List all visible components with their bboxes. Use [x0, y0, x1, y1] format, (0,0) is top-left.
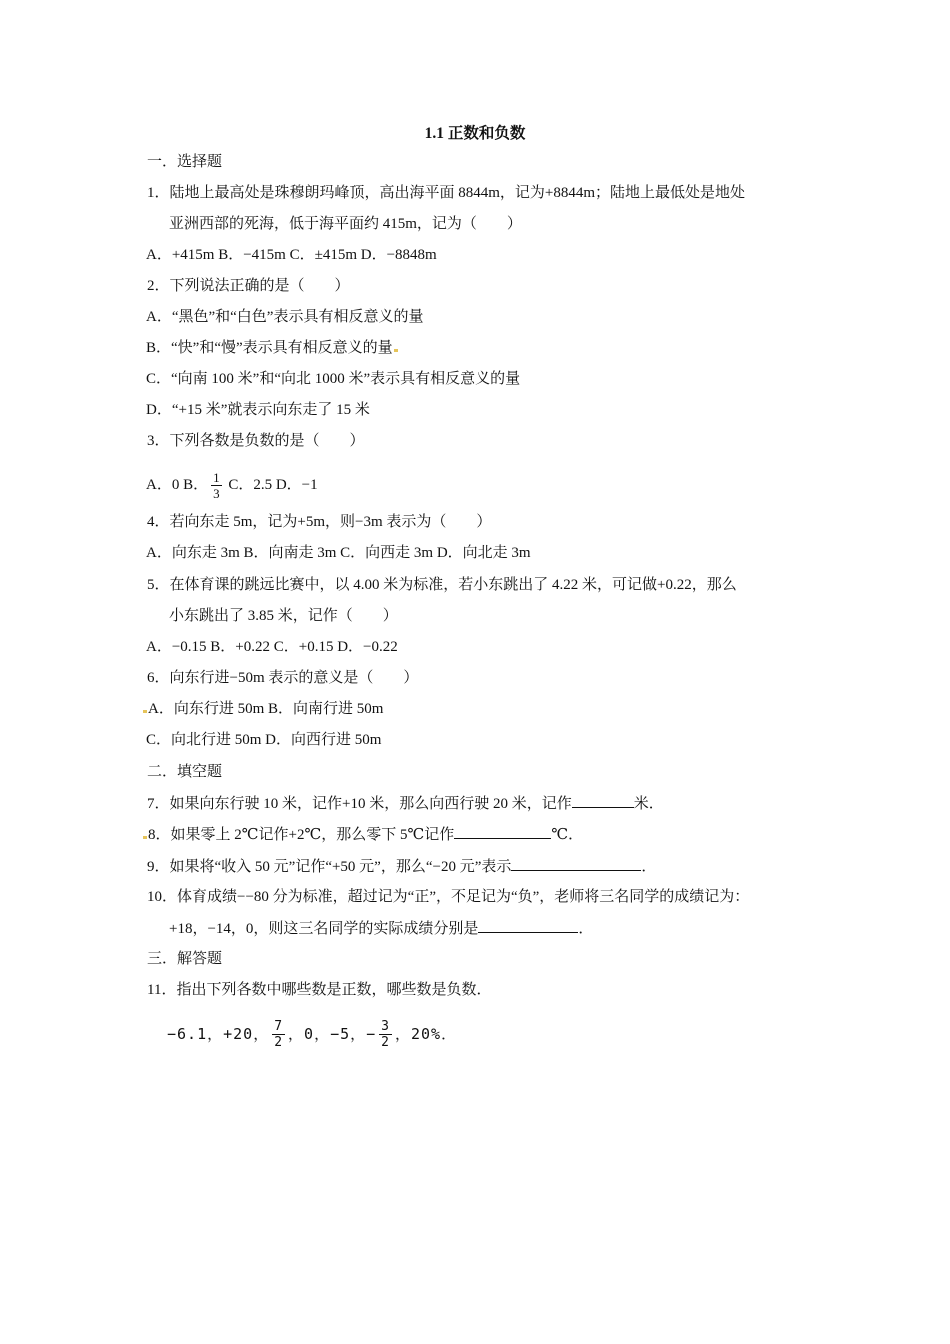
question-10-text: +18，−14，0，则这三名同学的实际成绩分别是 [169, 921, 479, 937]
question-9-text: 9．如果将“收入 50 元”记作“+50 元”，那么“−20 元”表示 [147, 859, 512, 875]
question-4-stem: 4．若向东走 5m，记为+5m，则−3m 表示为（ ） [147, 514, 492, 530]
section-heading-choice: 一．选择题 [147, 154, 223, 170]
fraction-denominator: 3 [213, 486, 220, 502]
question-8-text: 8．如果零上 2℃记作+2℃，那么零下 5℃记作 [148, 827, 455, 843]
question-9-suffix: ． [641, 859, 657, 875]
question-11-numbers [167, 1012, 457, 1056]
question-4-options: A．向东走 3m B．向南走 3m C．向西走 3m D．向北走 3m [146, 545, 531, 561]
question-10-line-1: 10．体育成绩−−80 分为标准，超过记为“正”，不足记为“负”，老师将三名同学的成绩记为： [147, 889, 750, 905]
question-3-stem: 3．下列各数是负数的是（ ） [147, 433, 365, 449]
answer-blank[interactable] [572, 793, 634, 808]
number-list-part-2: ，0，−5，− [288, 1025, 377, 1043]
question-6-stem: 6．向东行进−50m 表示的意义是（ ） [147, 670, 419, 686]
question-2-option-a: A．“黑色”和“白色”表示具有相反意义的量 [146, 309, 424, 325]
fraction-three-halves [379, 1019, 392, 1050]
question-5-line-2: 小东跳出了 3.85 米，记作（ ） [169, 608, 398, 624]
question-2-option-c: C．“向南 100 米”和“向北 1000 米”表示具有相反意义的量 [146, 371, 521, 387]
edit-mark [143, 710, 147, 713]
question-3-option-a: A．0 B． [146, 477, 209, 493]
question-2-option-b-text: B．“快”和“慢”表示具有相反意义的量 [146, 340, 393, 356]
question-9 [147, 856, 656, 877]
question-8-suffix: ℃． [551, 827, 584, 843]
question-2-option-b [146, 338, 399, 358]
fraction-one-third [211, 470, 222, 501]
question-7-suffix: 米． [633, 796, 664, 812]
question-6-options-row-1-text: A．向东行进 50m B．向南行进 50m [148, 701, 384, 717]
fraction-numerator: 7 [274, 1019, 284, 1034]
question-6-options-row-2: C．向北行进 50m D．向西行进 50m [146, 732, 382, 748]
answer-blank[interactable] [511, 856, 641, 871]
page-title: 1.1 正数和负数 [424, 125, 526, 142]
fraction-denominator: 2 [381, 1035, 390, 1050]
question-1-options: A．+415m B．−415m C．±415m D．−8848m [146, 247, 437, 263]
fraction-numerator: 3 [381, 1019, 390, 1034]
question-7-text: 7．如果向东行驶 10 米，记作+10 米，那么向西行驶 20 米，记作 [147, 796, 572, 812]
question-5-line-1: 5．在体育课的跳远比赛中，以 4.00 米为标准，若小东跳出了 4.22 米，可记做+0.22，那么 [147, 577, 737, 593]
fraction-seven-halves [272, 1019, 285, 1050]
question-3-option-rest: C．2.5 D．−1 [224, 477, 318, 493]
question-1-line-2: 亚洲西部的死海，低于海平面约 415m，记为（ ） [169, 216, 522, 232]
question-7 [147, 793, 664, 814]
question-10-suffix: ． [578, 921, 594, 937]
question-2-option-d: D．“+15 米”就表示向东走了 15 米 [146, 402, 370, 418]
number-list-part-3: ，20%． [395, 1025, 458, 1043]
question-6-options-row-1 [142, 699, 383, 719]
answer-blank[interactable] [454, 824, 551, 839]
question-5-options: A．−0.15 B．+0.22 C．+0.15 D．−0.22 [146, 639, 398, 655]
question-8 [142, 824, 583, 845]
question-10-line-2 [169, 918, 593, 939]
question-3-options [146, 463, 318, 507]
question-2-stem: 2．下列说法正确的是（ ） [147, 278, 350, 294]
section-heading-answer: 三．解答题 [147, 951, 223, 967]
number-list-part-1: −6.1，+20， [167, 1025, 270, 1043]
edit-mark [143, 836, 147, 839]
fraction-denominator: 2 [274, 1035, 284, 1050]
question-11-stem: 11．指出下列各数中哪些数是正数，哪些数是负数． [147, 982, 492, 998]
question-1-line-1: 1．陆地上最高处是珠穆朗玛峰顶，高出海平面 8844m，记为+8844m；陆地上最低处是地处 [147, 185, 746, 201]
section-heading-fill: 二．填空题 [147, 764, 223, 780]
fraction-numerator: 1 [213, 470, 220, 486]
edit-mark [394, 349, 398, 352]
answer-blank[interactable] [478, 918, 578, 933]
